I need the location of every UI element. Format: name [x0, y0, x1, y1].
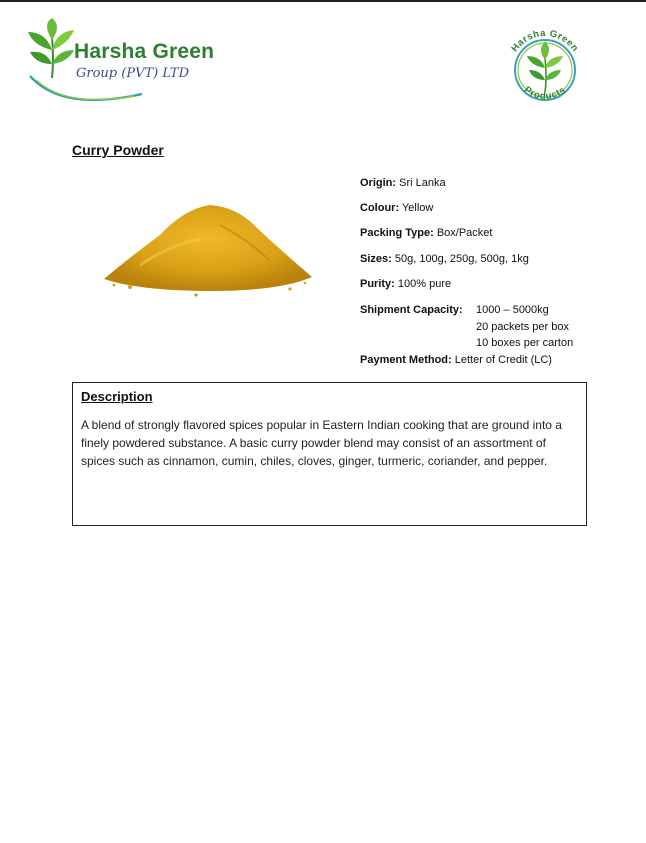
spec-origin-value: Sri Lanka [399, 177, 446, 189]
spec-purity-label: Purity: [360, 278, 395, 290]
product-title: Curry Powder [72, 142, 164, 158]
spec-capacity-line-2: 20 packets per box [476, 321, 569, 333]
spec-packing-label: Packing Type: [360, 227, 434, 239]
arc-top-text: Harsha Green [509, 27, 581, 55]
logo-brand-text: Harsha Green [74, 40, 215, 63]
arc-bottom-text: Products [522, 84, 568, 102]
circular-leaf-logo-icon [497, 18, 593, 114]
description-title: Description [81, 389, 153, 404]
spec-capacity-line-1: 1000 – 5000kg [476, 304, 549, 316]
spec-capacity-label: Shipment Capacity: [360, 304, 463, 316]
spec-colour [360, 201, 433, 215]
harsha-green-group-logo [22, 16, 215, 108]
spec-origin [360, 176, 446, 190]
spec-sizes-value: 50g, 100g, 250g, 500g, 1kg [394, 253, 529, 265]
spec-colour-value: Yellow [401, 202, 434, 214]
spec-capacity-line-3: 10 boxes per carton [476, 337, 574, 349]
spec-payment [360, 353, 552, 367]
logo-sub-text: Group (PVT) LTD [76, 66, 190, 81]
curry-powder-image [100, 195, 315, 300]
spec-sizes-label: Sizes: [360, 253, 392, 265]
spec-purity-value: 100% pure [397, 278, 452, 290]
top-border [0, 0, 646, 2]
spec-colour-label: Colour: [360, 202, 400, 214]
spec-capacity [360, 303, 463, 317]
description-text: A blend of strongly flavored spices popular in Eastern Indian cooking that are ground into a finely powdered substance. A basic curry powder blend may consist of an assortment of spices such as cinnamon, cumin, chiles, cloves, ginger, turmeric, coriander, and pepper. [81, 418, 562, 468]
spec-payment-label: Payment Method: [360, 354, 452, 366]
curry-powder-pile-icon [100, 195, 315, 300]
spec-payment-value: Letter of Credit (LC) [454, 354, 552, 366]
harsha-green-products-logo [497, 18, 593, 114]
spec-packing-value: Box/Packet [436, 227, 493, 239]
spec-packing [360, 226, 492, 240]
spec-origin-label: Origin: [360, 177, 397, 189]
spec-purity [360, 277, 451, 291]
description-box [72, 382, 587, 526]
spec-sizes [360, 252, 529, 266]
